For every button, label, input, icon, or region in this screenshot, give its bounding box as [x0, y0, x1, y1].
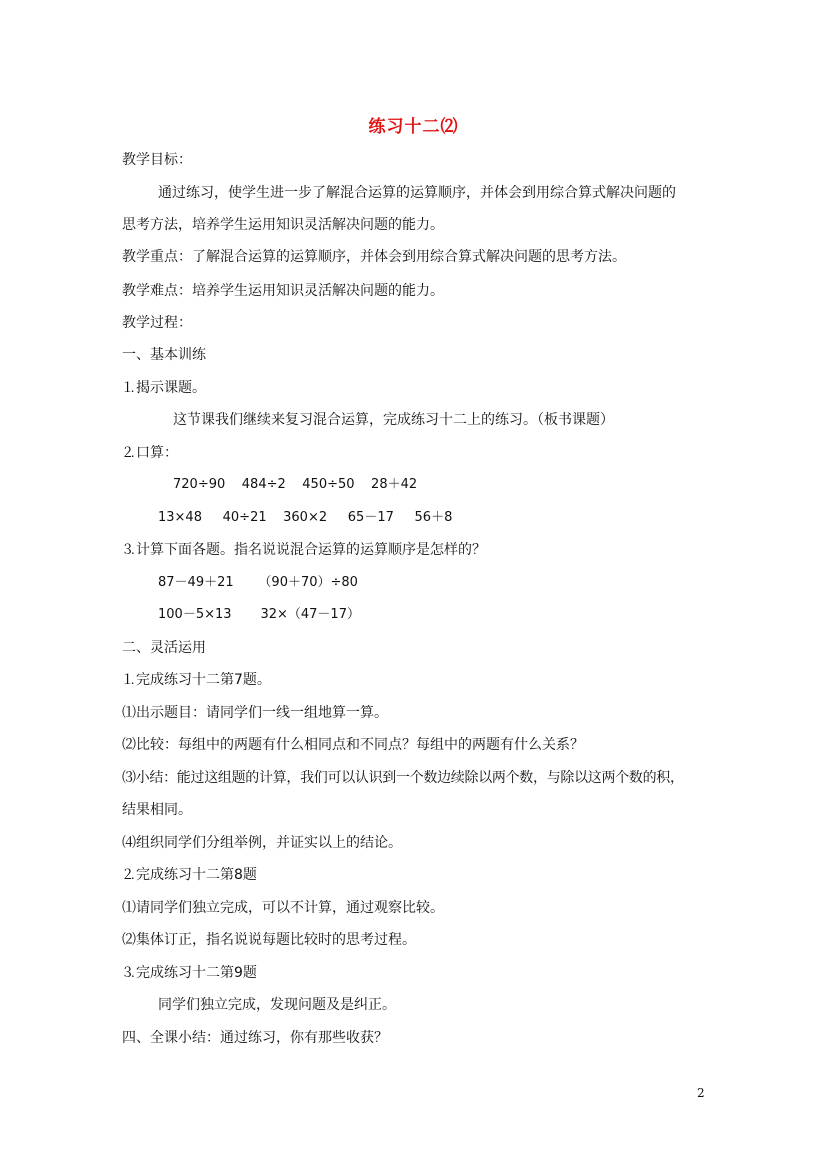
item-2-2: ⒉完成练习十二第8题	[122, 867, 257, 883]
item-1-1-text: 这节课我们继续来复习混合运算，完成练习十二上的练习。（板书课题）	[173, 412, 614, 428]
item-1-1: ⒈揭示课题。	[122, 380, 206, 396]
key-points: 教学重点：了解混合运算的运算顺序，并体会到用综合算式解决问题的思考方法。	[122, 249, 626, 265]
oral-calc-row-1: 720÷90 484÷2 450÷50 28＋42	[173, 477, 418, 492]
difficulty: 教学难点：培养学生运用知识灵活解决问题的能力。	[122, 283, 444, 299]
calc-row-2: 100－5×13 32×（47－17）	[158, 607, 360, 622]
item-2-2-b: ⑵集体订正，指名说说每题比较时的思考过程。	[122, 932, 416, 948]
page-number: 2	[697, 1086, 705, 1100]
item-2-1-d: ⑷组织同学们分组举例，并证实以上的结论。	[122, 835, 402, 851]
item-2-1-c-line-1: ⑶小结：能过这组题的计算，我们可以认识到一个数边续除以两个数，与除以这两个数的积，	[122, 770, 684, 786]
document-title: 练习十二⑵	[368, 117, 459, 137]
oral-calc-row-2: 13×48 40÷21 360×2 65－17 56＋8	[158, 510, 453, 525]
item-1-2: ⒉口算：	[122, 445, 178, 461]
item-2-1-a: ⑴出示题目：请同学们一线一组地算一算。	[122, 705, 388, 721]
objective-text-line-2: 思考方法，培养学生运用知识灵活解决问题的能力。	[122, 217, 444, 233]
item-2-1-c-line-2: 结果相同。	[122, 802, 192, 818]
calc-row-1: 87－49＋21 （90＋70）÷80	[158, 575, 358, 590]
item-2-3-text: 同学们独立完成，发现问题及是纠正。	[158, 997, 396, 1013]
item-2-1-b: ⑵比较：每组中的两题有什么相同点和不同点？每组中的两题有什么关系？	[122, 737, 584, 753]
item-2-3: ⒊完成练习十二第9题	[122, 965, 257, 981]
process-heading: 教学过程：	[122, 315, 192, 331]
objective-heading: 教学目标：	[122, 152, 192, 168]
section-4-summary: 四、全课小结：通过练习，你有那些收获？	[122, 1030, 388, 1046]
item-2-2-a: ⑴请同学们独立完成，可以不计算，通过观察比较。	[122, 900, 444, 916]
section-1-heading: 一、基本训练	[122, 347, 206, 363]
objective-text-line-1: 通过练习，使学生进一步了解混合运算的运算顺序，并体会到用综合算式解决问题的	[158, 185, 676, 201]
section-2-heading: 二、灵活运用	[122, 640, 206, 656]
item-2-1: ⒈完成练习十二第7题。	[122, 672, 271, 688]
item-1-3: ⒊计算下面各题。指名说说混合运算的运算顺序是怎样的？	[122, 542, 486, 558]
